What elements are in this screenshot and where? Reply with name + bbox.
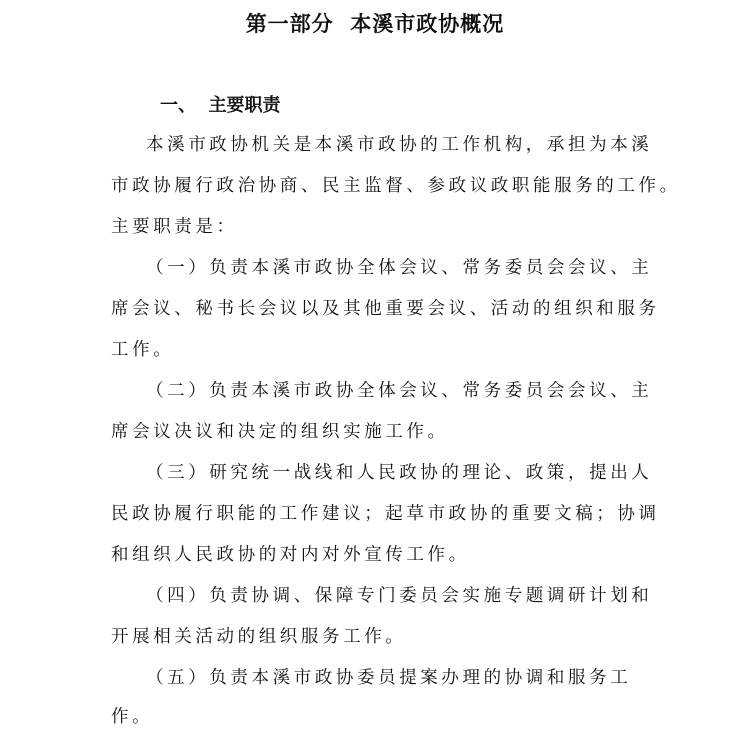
body-text-line: 和组织人民政协的对内对外宣传工作。 [111,545,470,565]
body-text-line: （四）负责协调、保障专门委员会实施专题调研计划和 [146,586,653,606]
body-text-line: 市政协履行政治协商、民主监督、参政议政职能服务的工作。 [111,176,681,196]
body-text-line: （一）负责本溪市政协全体会议、常务委员会会议、主 [146,258,653,278]
body-text-line: 工作。 [111,340,175,360]
body-text-line: 本溪市政协机关是本溪市政协的工作机构，承担为本溪 [146,135,653,155]
body-text-line: 席会议、秘书长会议以及其他重要会议、活动的组织和服务 [111,299,660,319]
body-text-line: 席会议决议和决定的组织实施工作。 [111,422,449,442]
body-text-line: 开展相关活动的组织服务工作。 [111,627,407,647]
body-text-line: 主要职责是： [111,217,238,237]
body-text-line: 民政协履行职能的工作建议；起草市政协的重要文稿；协调 [111,504,660,524]
section-heading: 一、 主要职责 [160,95,281,116]
page-title: 第一部分 本溪市政协概况 [245,12,505,36]
body-text-line: （五）负责本溪市政协委员提案办理的协调和服务工 [146,668,632,688]
body-text-line: （三）研究统一战线和人民政协的理论、政策，提出人 [146,463,653,483]
body-text-line: 作。 [111,707,154,727]
body-text-line: （二）负责本溪市政协全体会议、常务委员会会议、主 [146,381,653,401]
